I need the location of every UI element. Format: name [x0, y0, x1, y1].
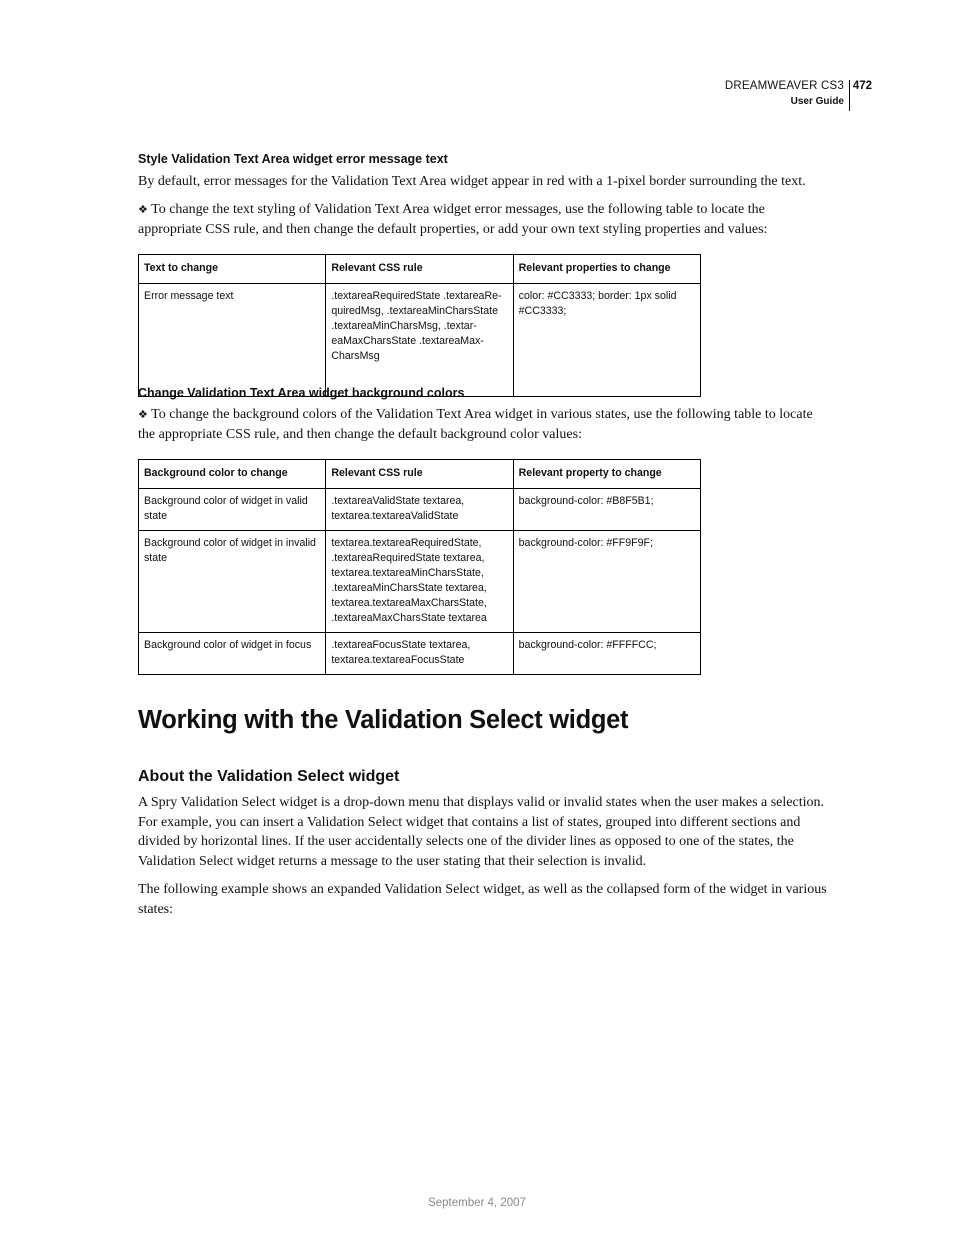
background-colors-instruction-text: To change the background colors of the Validation Text Area widget in various states, use the following table to locate the appropriate CSS rule, and then change the default background color values: [138, 407, 813, 442]
table-cell: .textareaFocusState textarea, textarea.textareaFocusState [326, 633, 513, 675]
table-cell: Background color of widget in invalid state [139, 531, 326, 633]
table-header-cell: Relevant property to change [513, 460, 700, 489]
table-cell: background-color: #FF9F9F; [513, 531, 700, 633]
background-color-table [138, 459, 701, 675]
table-row [139, 284, 701, 397]
table-cell: Background color of widget in focus [139, 633, 326, 675]
table-header-cell: Background color to change [139, 460, 326, 489]
table-header-cell: Text to change [139, 255, 326, 284]
product-name: DREAMWEAVER CS3 [724, 80, 844, 92]
table-cell: color: #CC3333; border: 1px solid #CC3333; [513, 284, 700, 397]
table-cell: .textareaValidState textarea, textarea.textareaValidState [326, 489, 513, 531]
error-text-instruction-text: To change the text styling of Validation Text Area widget error messages, use the following table to locate the appropriate CSS rule, and then change the default properties, or add your own text styling properties and values: [138, 202, 768, 237]
table-cell: background-color: #B8F5B1; [513, 489, 700, 531]
table-header-cell: Relevant CSS rule [326, 255, 513, 284]
error-text-intro: By default, error messages for the Validation Text Area widget appear in red with a 1-pixel border surrounding the text. [138, 174, 806, 189]
background-colors-instruction [138, 405, 828, 444]
table-header-cell: Relevant properties to change [513, 255, 700, 284]
table-cell: Background color of widget in valid state [139, 489, 326, 531]
header-title-block [725, 78, 844, 110]
error-message-table [138, 254, 701, 397]
background-colors-heading: Change Validation Text Area widget background colors [138, 386, 465, 400]
table-cell: background-color: #FFFFCC; [513, 633, 700, 675]
bullet-icon: ❖ [138, 408, 148, 421]
table-row [139, 531, 701, 633]
table-header-row [139, 255, 701, 284]
table-row [139, 489, 701, 531]
footer-date: September 4, 2007 [428, 1197, 526, 1209]
table-cell: .textareaRequiredState .textareaRe-quiredMsg, .textareaMinCharsState .textareaMinCharsMsg, .textar-eaMaxCharsState .textareaMax-CharsMsg [326, 284, 513, 397]
table-header-cell: Relevant CSS rule [326, 460, 513, 489]
table-row [139, 633, 701, 675]
about-paragraph: A Spry Validation Select widget is a drop-down menu that displays valid or invalid states when the user makes a selection. For example, you can insert a Validation Select widget that contains a list of states, grouped into different sections and divided by horizontal lines. If the user accidentally selects one of the divider lines as opposed to one of the states, the Validation Select widget returns a message to the user stating that their selection is invalid. [138, 795, 824, 869]
table-header-row [139, 460, 701, 489]
section-title: Working with the Validation Select widget [138, 706, 629, 734]
bullet-icon: ❖ [138, 203, 148, 216]
section-subtitle: About the Validation Select widget [138, 768, 400, 785]
page-number: 472 [852, 80, 872, 92]
error-text-heading: Style Validation Text Area widget error message text [138, 152, 448, 166]
table-cell: textarea.textareaRequiredState, .textareaRequiredState textarea, textarea.textareaMinCharsState, .textareaMinCharsState textarea, textarea.textareaMaxCharsState, .textareaMaxCharsState textarea [326, 531, 513, 633]
error-text-instruction [138, 200, 828, 239]
table-cell: Error message text [139, 284, 326, 397]
header-divider [849, 80, 850, 111]
guide-name: User Guide [790, 96, 844, 107]
example-paragraph: The following example shows an expanded Validation Select widget, as well as the collapsed form of the widget in various states: [138, 882, 827, 917]
